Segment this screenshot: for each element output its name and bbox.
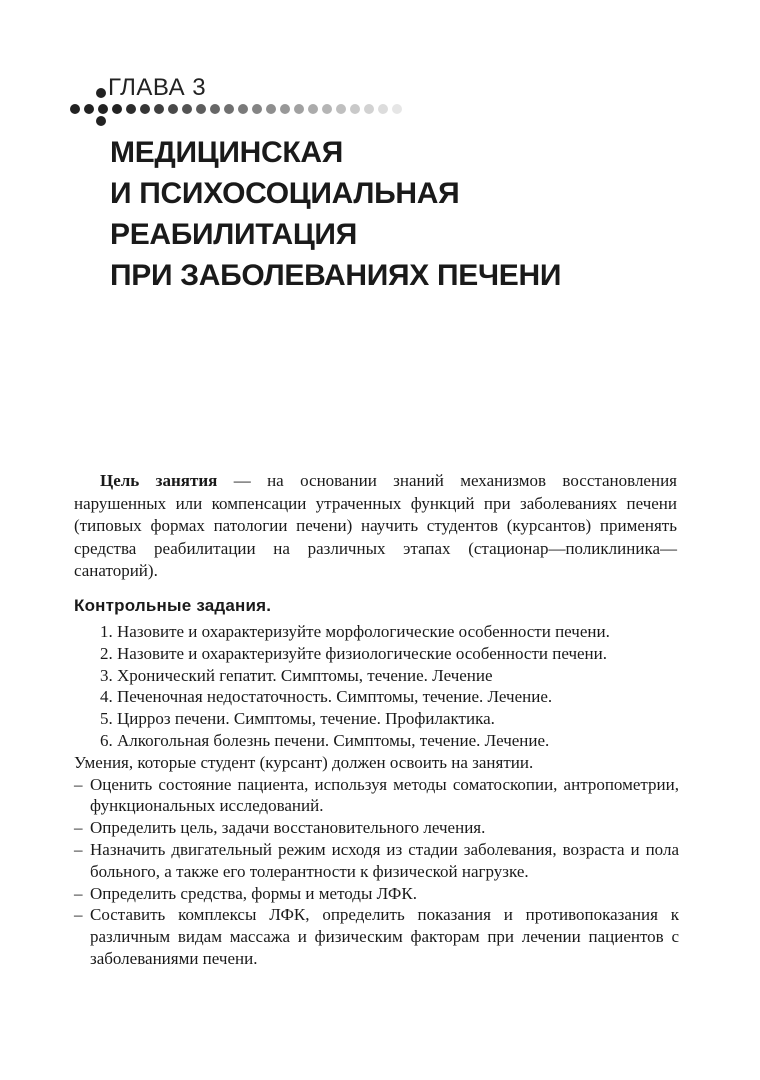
decorative-dot bbox=[308, 104, 318, 114]
task-item: 2. Назовите и охарактеризуйте физиологические особенности печени. bbox=[100, 643, 607, 663]
skill-text: Определить цель, задачи восстановительного лечения. bbox=[90, 818, 486, 838]
skill-text: Назначить двигательный режим исходя из стадии заболевания, возраста и пола больного, а также его толерантности к физической нагрузке. bbox=[90, 839, 679, 881]
dash-bullet: – bbox=[74, 839, 83, 859]
skill-item bbox=[74, 839, 679, 883]
decorative-dots-horizontal bbox=[70, 104, 402, 114]
chapter-title-line: И ПСИХОСОЦИАЛЬНАЯ bbox=[110, 177, 460, 210]
skill-text: Определить средства, формы и методы ЛФК. bbox=[90, 883, 417, 903]
decorative-dot bbox=[392, 104, 402, 114]
decorative-dot bbox=[252, 104, 262, 114]
skills-intro: Умения, которые студент (курсант) должен освоить на занятии. bbox=[74, 752, 534, 772]
chapter-label: ГЛАВА 3 bbox=[108, 74, 207, 101]
decorative-dot bbox=[322, 104, 332, 114]
dash-bullet: – bbox=[74, 818, 83, 838]
lesson-goal-text: — на основании знаний механизмов восстановления нарушенных или компенсации утраченных функций при заболеваниях печени (типовых формах патологии печени) научить студентов (курсантов) применять средства реабилитации на различных этапах (стационар—поликлиника—санаторий). bbox=[74, 471, 677, 580]
dash-bullet: – bbox=[74, 774, 83, 794]
task-item: 3. Хронический гепатит. Симптомы, течение. Лечение bbox=[100, 665, 493, 685]
decorative-dot bbox=[224, 104, 234, 114]
decorative-dot bbox=[364, 104, 374, 114]
lesson-goal-paragraph bbox=[74, 470, 677, 583]
skill-item bbox=[74, 904, 679, 969]
chapter-title bbox=[110, 132, 710, 296]
chapter-title-line: РЕАБИЛИТАЦИЯ bbox=[110, 218, 357, 251]
task-item: 1. Назовите и охарактеризуйте морфологические особенности печени. bbox=[100, 622, 610, 641]
decorative-dot bbox=[238, 104, 248, 114]
chapter-title-line: МЕДИЦИНСКАЯ bbox=[110, 136, 343, 169]
dash-bullet: – bbox=[74, 905, 83, 925]
decorative-dot bbox=[154, 104, 164, 114]
decorative-dot bbox=[84, 104, 94, 114]
decorative-dot bbox=[96, 88, 106, 98]
decorative-dot bbox=[210, 104, 220, 114]
lesson-goal-label: Цель занятия bbox=[100, 471, 218, 490]
task-item: 6. Алкогольная болезнь печени. Симптомы, течение. Лечение. bbox=[100, 730, 550, 750]
decorative-dot bbox=[96, 116, 106, 126]
decorative-dot bbox=[266, 104, 276, 114]
decorative-dot bbox=[70, 104, 80, 114]
decorative-dot bbox=[350, 104, 360, 114]
skill-item bbox=[74, 774, 679, 818]
decorative-dot bbox=[280, 104, 290, 114]
decorative-dot bbox=[294, 104, 304, 114]
decorative-dot bbox=[98, 104, 108, 114]
task-item: 4. Печеночная недостаточность. Симптомы, течение. Лечение. bbox=[100, 687, 553, 707]
skill-text: Оценить состояние пациента, используя методы соматоскопии, антропометрии, функциональных исследований. bbox=[90, 774, 679, 816]
decorative-dot bbox=[140, 104, 150, 114]
decorative-dot bbox=[112, 104, 122, 114]
skill-item bbox=[74, 883, 679, 905]
decorative-dot bbox=[378, 104, 388, 114]
control-tasks-list bbox=[74, 621, 679, 970]
decorative-dot bbox=[336, 104, 346, 114]
skill-text: Составить комплексы ЛФК, определить показания и противопоказания к различным видам массажа и физическим факторам при лечении пациентов с заболеваниями печени. bbox=[90, 905, 679, 968]
chapter-title-line: ПРИ ЗАБОЛЕВАНИЯХ ПЕЧЕНИ bbox=[110, 259, 562, 292]
decorative-dot bbox=[126, 104, 136, 114]
dash-bullet: – bbox=[74, 883, 83, 903]
decorative-dot bbox=[168, 104, 178, 114]
control-tasks-heading: Контрольные задания. bbox=[74, 596, 272, 615]
decorative-dot bbox=[196, 104, 206, 114]
task-item: 5. Цирроз печени. Симптомы, течение. Профилактика. bbox=[100, 709, 495, 729]
decorative-dot bbox=[182, 104, 192, 114]
skill-item bbox=[74, 817, 679, 839]
